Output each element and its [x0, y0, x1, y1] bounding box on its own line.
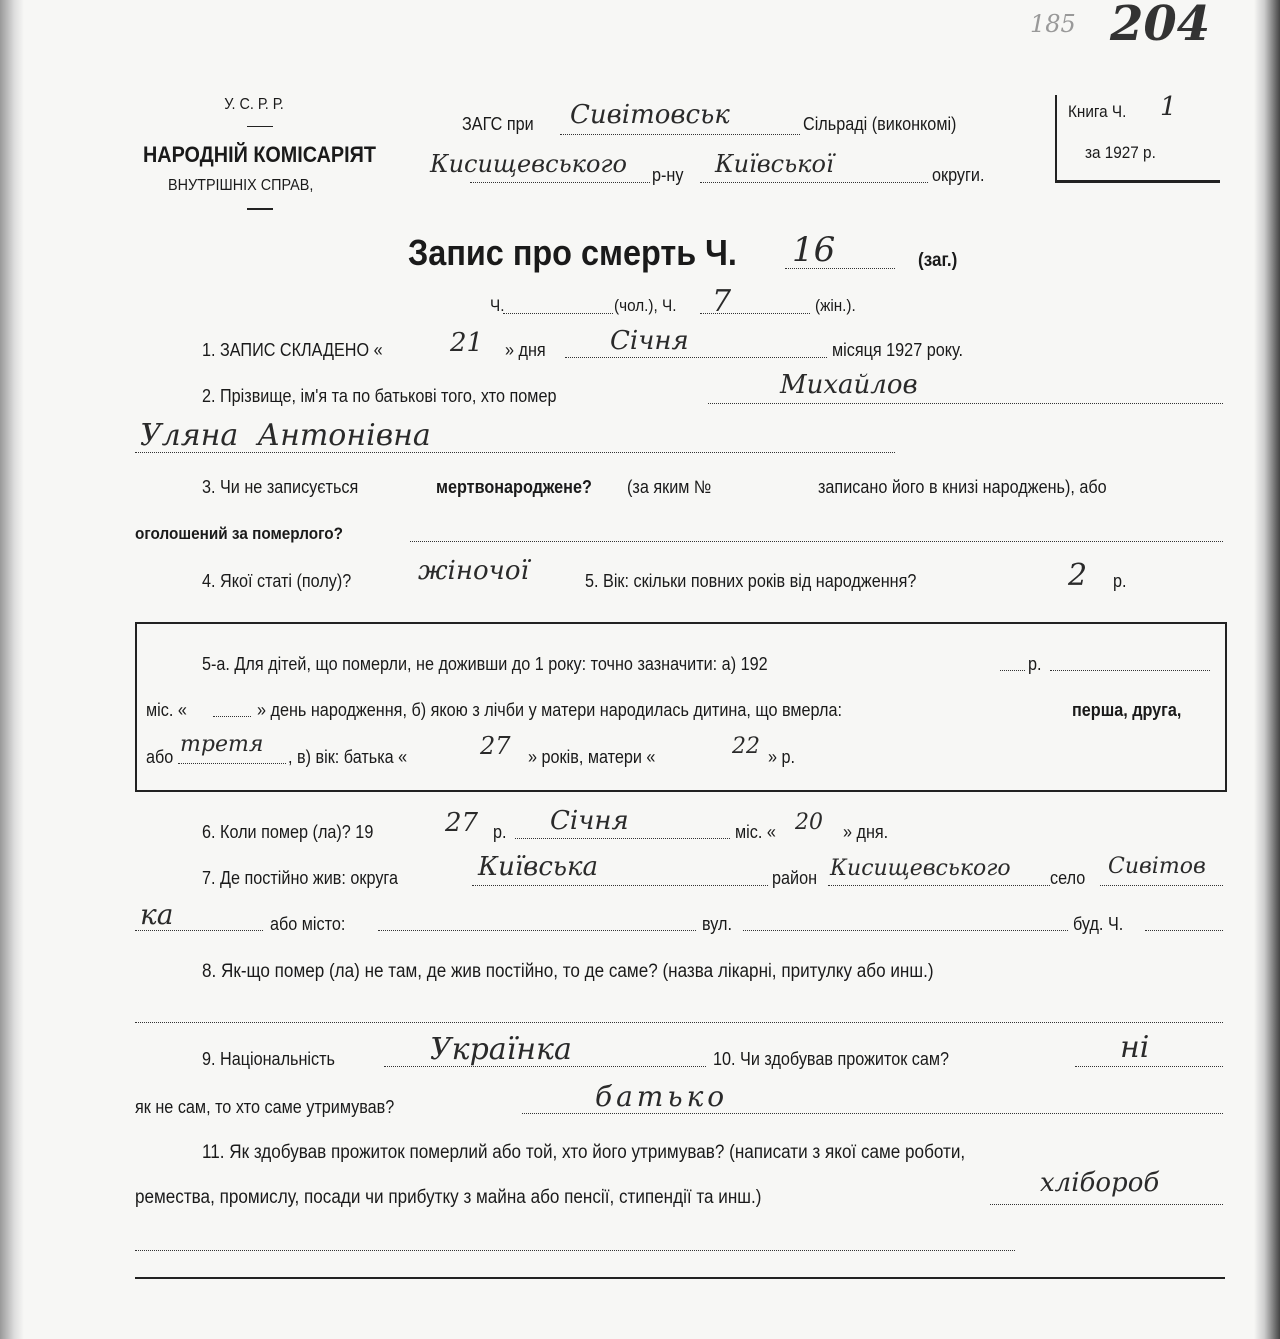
age-suffix: р. [1113, 571, 1127, 591]
zags-value: Сивітовськ [570, 100, 730, 130]
record-day: 21 [450, 328, 484, 358]
death-year: 27 [445, 808, 479, 838]
death-day: 20 [795, 810, 823, 835]
margin-note: 185 [1030, 10, 1076, 38]
record-month: Січня [610, 326, 689, 356]
dotted-line [522, 1113, 1223, 1114]
bud-label: буд. Ч. [1073, 914, 1124, 934]
field-5a-line3: , в) вік: батька « [288, 747, 408, 767]
dotted-line [1145, 930, 1223, 931]
field-3-stillborn: мертвонароджене? [436, 477, 592, 497]
divider [135, 1277, 1225, 1279]
dotted-line [828, 885, 1050, 886]
field-9-label: 9. Національність [202, 1049, 335, 1069]
record-number: 16 [792, 230, 836, 270]
dotted-line [700, 182, 928, 183]
self-support-value: ні [1120, 1030, 1150, 1065]
dotted-line [503, 313, 613, 314]
vul-label: вул. [702, 914, 732, 934]
divider [247, 208, 273, 210]
book-label: Книга Ч. [1068, 102, 1127, 121]
dotted-line [410, 541, 1223, 542]
field-7-label: 7. Де постійно жив: округа [202, 868, 398, 888]
female-count: 7 [712, 284, 732, 319]
deceased-surname: Михайлов [780, 370, 918, 400]
field-5-label: 5. Вік: скільки повних років від народження? [585, 571, 917, 591]
book-value: 1 [1160, 92, 1177, 122]
dotted-line [515, 838, 730, 839]
residence-selo: Сивітов [1108, 854, 1206, 879]
field-5a-bold: перша, друга, [1072, 700, 1182, 720]
dotted-line [990, 1204, 1223, 1205]
field-3-label: 3. Чи не записується [202, 477, 359, 497]
field-6-r: р. [493, 822, 507, 842]
dotted-line [472, 885, 768, 886]
dotted-line [470, 182, 650, 183]
okruha-label: округи. [932, 165, 985, 185]
field-1-day-suffix: » дня [505, 340, 546, 360]
male-label: Ч. [490, 296, 505, 315]
residence-raion: Кисищевського [830, 856, 1011, 881]
dotted-line [135, 1250, 1015, 1251]
field-4-label: 4. Якої статі (полу)? [202, 571, 352, 591]
field-11-line2: ремества, промислу, посади чи прибутку з майна або пенсії, стипендії та инш.) [135, 1187, 762, 1208]
field-3-label-c: записано його в книзі народжень), або [818, 477, 1107, 497]
ministry-subtitle: ВНУТРІШНІХ СПРАВ, [168, 177, 314, 194]
field-6-mis: міс. « [735, 822, 776, 842]
residence-selo-cont: ка [140, 898, 174, 931]
dotted-line [1100, 885, 1223, 886]
field-3-declared-dead: оголошений за померлого? [135, 524, 343, 543]
district-label: р-ну [652, 165, 684, 185]
ministry-title: НАРОДНІЙ КОМІСАРІЯТ [143, 142, 376, 167]
council-label: Сільраді (виконкомі) [803, 114, 957, 134]
page-title: Запис про смерть Ч. [408, 232, 737, 273]
field-5a-mis: міс. « [146, 700, 187, 720]
supporter-label: як не сам, то хто саме утримував? [135, 1097, 395, 1117]
field-2-label: 2. Прізвище, ім'я та по батькові того, хто помер [202, 386, 557, 406]
child-order-value: третя [180, 732, 264, 757]
dotted-line [378, 930, 696, 931]
misto-label: або місто: [270, 914, 346, 934]
book-box-border [1055, 95, 1057, 181]
nationality-value: Українка [430, 1032, 572, 1067]
dotted-line [708, 403, 1223, 404]
district-value: Кисищевського [430, 150, 627, 178]
field-10-label: 10. Чи здобував прожиток сам? [713, 1049, 950, 1069]
occupation-value: хлібороб [1040, 1168, 1160, 1198]
field-1-suffix: місяця 1927 року. [832, 340, 963, 360]
field-6-suffix: » дня. [843, 822, 889, 842]
country-label: У. С. Р. Р. [224, 96, 284, 113]
field-5a-line2: » день народження, б) якою з лічби у матери народилась дитина, що вмерла: [257, 700, 842, 720]
zags-label: ЗАГС при [462, 114, 534, 134]
dotted-line [1000, 670, 1025, 671]
field-11-line1: 11. Як здобував прожиток померлий або той, хто його утримував? (написати з якої саме роботи, [202, 1142, 966, 1163]
okruha-value: Київської [715, 150, 834, 178]
father-age: 27 [480, 732, 511, 760]
field-6-label: 6. Коли помер (ла)? 19 [202, 822, 374, 842]
dotted-line [135, 1022, 1223, 1023]
sex-value: жіночої [418, 556, 529, 586]
residence-okruha: Київська [478, 852, 599, 882]
dotted-line [213, 716, 251, 717]
male-suffix: (чол.), Ч. [614, 296, 677, 315]
death-month: Січня [550, 806, 629, 836]
margin-note: 204 [1110, 0, 1211, 52]
title-suffix: (заг.) [918, 250, 958, 271]
mother-age: 22 [732, 734, 760, 759]
book-year: за 1927 р. [1085, 143, 1156, 162]
field-1-label: 1. ЗАПИС СКЛАДЕНО « [202, 340, 383, 360]
field-3-label-b: (за яким № [627, 477, 712, 497]
book-box-border [1055, 180, 1220, 183]
field-8-label: 8. Як-що помер (ла) не там, де жив постійно, то де саме? (назва лікарні, притулку або инш.) [202, 961, 934, 982]
dotted-line [565, 357, 827, 358]
deceased-name: Уляна Антонівна [140, 418, 431, 453]
dotted-line [178, 763, 286, 764]
field-5a-line3b: » років, матери « [528, 747, 656, 767]
field-5a-line3c: » р. [768, 747, 796, 767]
dotted-line [560, 134, 800, 135]
field-5a-line1: 5-а. Для дітей, що померли, не доживши до 1 року: точно зазначити: а) 192 [202, 654, 768, 674]
dotted-line [1050, 670, 1210, 671]
age-value: 2 [1068, 558, 1088, 593]
female-suffix: (жін.). [815, 296, 856, 315]
field-5a-abo: або [146, 747, 174, 767]
field-5a-r: р. [1028, 654, 1042, 674]
raion-label: район [772, 868, 818, 888]
divider [247, 126, 273, 127]
dotted-line [1075, 1066, 1223, 1067]
supporter-value: батько [595, 1080, 729, 1113]
selo-label: село [1050, 868, 1086, 888]
dotted-line [743, 930, 1068, 931]
